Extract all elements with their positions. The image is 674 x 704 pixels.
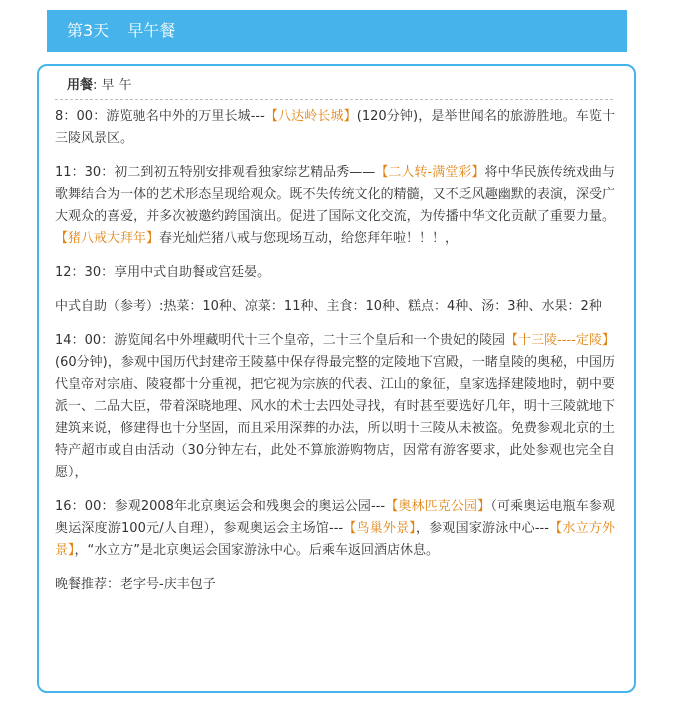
show-zhubajie: 【猪八戒大拜年】 xyxy=(55,231,160,246)
itinerary-card xyxy=(37,64,636,693)
meal-label: 用餐 xyxy=(67,78,94,93)
schedule-item-1230: 12：30：享用中式自助餐或宫廷晏。 xyxy=(55,265,271,280)
day-number: 第3天 xyxy=(67,21,110,40)
schedule-item-0800: 8：00：游览驰名中外的万里长城---【八达岭长城】(120分钟)，是举世闻名的旅游胜地。车览十三陵风景区。 xyxy=(55,109,615,146)
buffet-details: 中式自助（参考）:热菜：10种、凉菜：11种、主食：10种、糕点：4种、汤：3种、水果：2种 xyxy=(55,299,602,314)
schedule-item-1600: 16：00：参观2008年北京奥运会和残奥会的奥运公园---【奥林匹克公园】（可乘奥运电瓶车参观奥运深度游100元/人自理），参观奥运会主场馆---【鸟巢外景】，参观国家游泳中心---【水立方外景】，“水立方”是北京奥运会国家游泳中心。后乘车返回酒店休息。 xyxy=(55,499,615,558)
day-header xyxy=(47,10,627,52)
show-errenzhuan: 【二人转-满堂彩】 xyxy=(375,165,485,180)
attraction-water-cube: 【水立方外景】 xyxy=(55,521,615,558)
schedule-item-1130: 11：30：初二到初五特别安排观看独家综艺精品秀——【二人转-满堂彩】将中华民族传统戏曲与歌舞结合为一体的艺术形态呈现给观众。既不失传统文化的精髓，又不乏风趣幽默的表演，深受广大观众的喜爱，并多次被邀约跨国演出。促进了国际文化交流，为传播中华文化贡献了重要力量。【猪八戒大拜年】春光灿烂猪八戒与您现场互动，给您拜年啦！！！， xyxy=(55,165,615,246)
meal-value: 早 午 xyxy=(101,78,132,93)
meal-line: 用餐: 早 午 xyxy=(55,73,613,100)
itinerary-content xyxy=(55,106,615,608)
attraction-dingling: 【十三陵----定陵】 xyxy=(505,333,615,348)
schedule-item-1400: 14：00：游览闻名中外埋藏明代十三个皇帝，二十三个皇后和一个贵妃的陵园【十三陵----定陵】(60分钟)，参观中国历代封建帝王陵墓中保存得最完整的定陵地下宫殿，一睹皇陵的奥秘，中国历代皇帝对宗庙、陵寝都十分重视，把它视为宗族的代表、江山的象征，皇家选择建陵地时，朝中要派一、二品大臣，带着深晓地理、风水的术士去四处寻找，有时甚至要选好几年，明十三陵就地下建筑来说，修建得也十分坚固，而且采用深葬的办法，所以明十三陵从未被盗。免费参观北京的土特产超市或自由活动（30分钟左右，此处不算旅游购物店，因常有游客要求，此处参观也完全自愿）， xyxy=(55,333,615,480)
attraction-birds-nest: 【鸟巢外景】 xyxy=(343,521,417,536)
attraction-olympic-park: 【奥林匹克公园】 xyxy=(385,499,491,514)
attraction-badaling: 【八达岭长城】 xyxy=(264,109,357,124)
dinner-recommendation: 晚餐推荐：老字号-庆丰包子 xyxy=(55,577,216,592)
day-title: 早午餐 xyxy=(127,21,176,40)
